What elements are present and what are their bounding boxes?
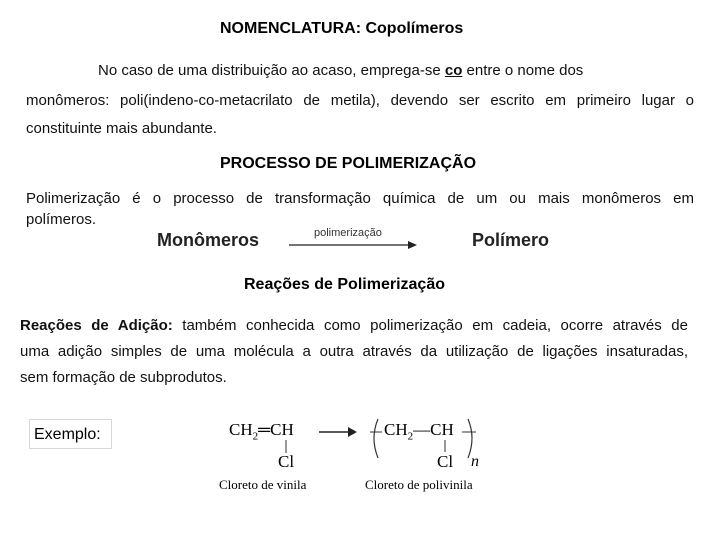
polymer-single-bond: — — [413, 420, 431, 439]
monomer-cl: Cl — [278, 452, 295, 471]
process-title: PROCESSO DE POLIMERIZAÇÃO — [220, 155, 477, 172]
monomer-ch2-subscript: 2 — [252, 430, 259, 443]
polymer-ch: CH — [430, 420, 454, 439]
monomer-ch: CH — [270, 420, 294, 439]
flow-arrow-icon — [288, 238, 418, 252]
nomenclature-line-3: constituinte mais abundante. — [26, 120, 217, 137]
addition-text: também conhecida como polimerização em cadeia, ocorre através de — [172, 317, 688, 334]
nomenclature-text-a: No caso de uma distribuição ao acaso, emprega-se — [98, 62, 445, 79]
polymer-cl: Cl — [437, 452, 454, 471]
reactions-title: Reações de Polimerização — [244, 276, 445, 293]
reaction-arrow-icon — [318, 425, 358, 439]
example-label: Exemplo: — [29, 419, 112, 449]
polymer-n: n — [471, 453, 479, 470]
polymer-formula — [384, 420, 454, 442]
process-line-2: polímeros. — [26, 211, 97, 228]
monomer-ch2: CH — [229, 420, 253, 439]
process-line-1: Polimerização é o processo de transformação química de um ou mais monômeros em — [26, 190, 694, 207]
flow-arrow-label: polimerização — [314, 227, 382, 239]
flow-polymer-label: Polímero — [472, 230, 550, 250]
flow-monomers-label: Monômeros — [157, 230, 260, 250]
reactions-line-2: uma adição simples de uma molécula a outra através da utilização de ligações insaturadas, — [20, 343, 688, 360]
nomenclature-line-1 — [98, 58, 583, 84]
monomer-name: Cloreto de vinila — [219, 477, 307, 492]
co-keyword: co — [444, 62, 463, 79]
polymer-ch2-subscript: 2 — [407, 430, 414, 443]
nomenclature-line-2: monômeros: poli(indeno-co-metacrilato de metila), devendo ser escrito em primeiro lugar o — [26, 92, 694, 109]
polymer-ch2: CH — [384, 420, 408, 439]
addition-label: Reações de Adição: — [20, 317, 173, 334]
reactions-line-1 — [20, 313, 688, 339]
nomenclature-text-b: entre o nome dos — [462, 62, 584, 79]
reactions-line-3: sem formação de subprodutos. — [20, 369, 227, 386]
monomer-double-bond: ═ — [258, 420, 271, 439]
nomenclature-title: NOMENCLATURA: Copolímeros — [220, 20, 464, 37]
polymer-name: Cloreto de polivinila — [365, 477, 473, 492]
